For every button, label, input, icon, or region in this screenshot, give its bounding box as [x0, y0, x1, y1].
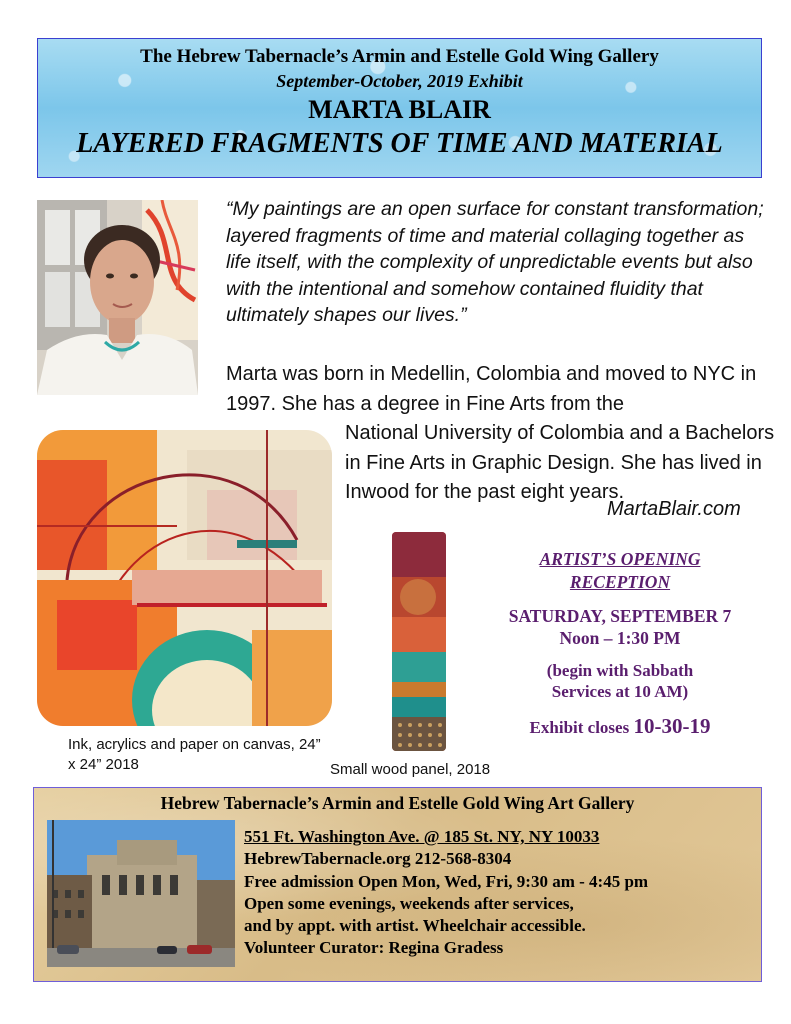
opening-reception — [500, 548, 740, 739]
gallery-access: and by appt. with artist. Wheelchair accessible. — [244, 916, 586, 936]
exhibit-closing: Exhibit closes 10-30-19 — [529, 714, 711, 738]
wood-panel-image — [392, 532, 446, 751]
gallery-hours: Free admission Open Mon, Wed, Fri, 9:30 am - 4:45 pm — [244, 871, 649, 891]
gallery-info-title: Hebrew Tabernacle’s Armin and Estelle Gold Wing Art Gallery — [160, 793, 635, 813]
wood-panel-caption: Small wood panel, 2018 — [330, 761, 491, 778]
large-painting-caption: Ink, acrylics and paper on canvas, 24” x 24” 2018 — [68, 736, 321, 773]
gallery-web-phone[interactable]: HebrewTabernacle.org 212-568-8304 — [244, 849, 512, 869]
artist-website-link[interactable]: MartaBlair.com — [607, 498, 741, 520]
artist-bio-part1: Marta was born in Medellin, Colombia and moved to NYC in 1997. She has a degree in Fine Arts from the — [226, 363, 757, 415]
building-photo-image — [47, 820, 235, 967]
reception-note: (begin with Sabbath Services at 10 AM) — [546, 661, 694, 701]
gallery-name: The Hebrew Tabernacle’s Armin and Estelle Gold Wing Gallery — [140, 46, 659, 67]
exhibit-dates: September-October, 2019 Exhibit — [276, 71, 523, 91]
gallery-details — [244, 826, 648, 960]
artist-portrait-image — [37, 200, 198, 395]
large-painting — [37, 430, 332, 726]
building-photo — [47, 820, 235, 967]
wood-panel-artwork — [392, 532, 446, 751]
reception-datetime: SATURDAY, SEPTEMBER 7 Noon – 1:30 PM — [508, 606, 732, 648]
artist-portrait — [37, 200, 198, 395]
gallery-evenings: Open some evenings, weekends after services, — [244, 893, 574, 913]
gallery-info-box — [33, 787, 762, 982]
artist-bio-part2: National University of Colombia and a Bachelors in Fine Arts in Graphic Design. She has lived in Inwood for the past eight years. — [345, 422, 775, 503]
artist-quote: “My paintings are an open surface for constant transformation; layered fragments of time and material collaging together as life itself, with the complexity of unpredictable events but also with the intentional and somehow contained fluidity that ultimately shapes our lives.” — [226, 198, 764, 326]
exhibit-title: LAYERED FRAGMENTS OF TIME AND MATERIAL — [76, 128, 723, 159]
header-banner — [37, 38, 762, 178]
gallery-curator: Volunteer Curator: Regina Gradess — [244, 938, 504, 958]
large-painting-image — [37, 430, 332, 726]
gallery-address: 551 Ft. Washington Ave. @ 185 St. NY, NY 10033 — [244, 827, 600, 846]
artist-name: MARTA BLAIR — [308, 95, 491, 124]
reception-title: ARTIST’S OPENING RECEPTION — [539, 549, 701, 592]
